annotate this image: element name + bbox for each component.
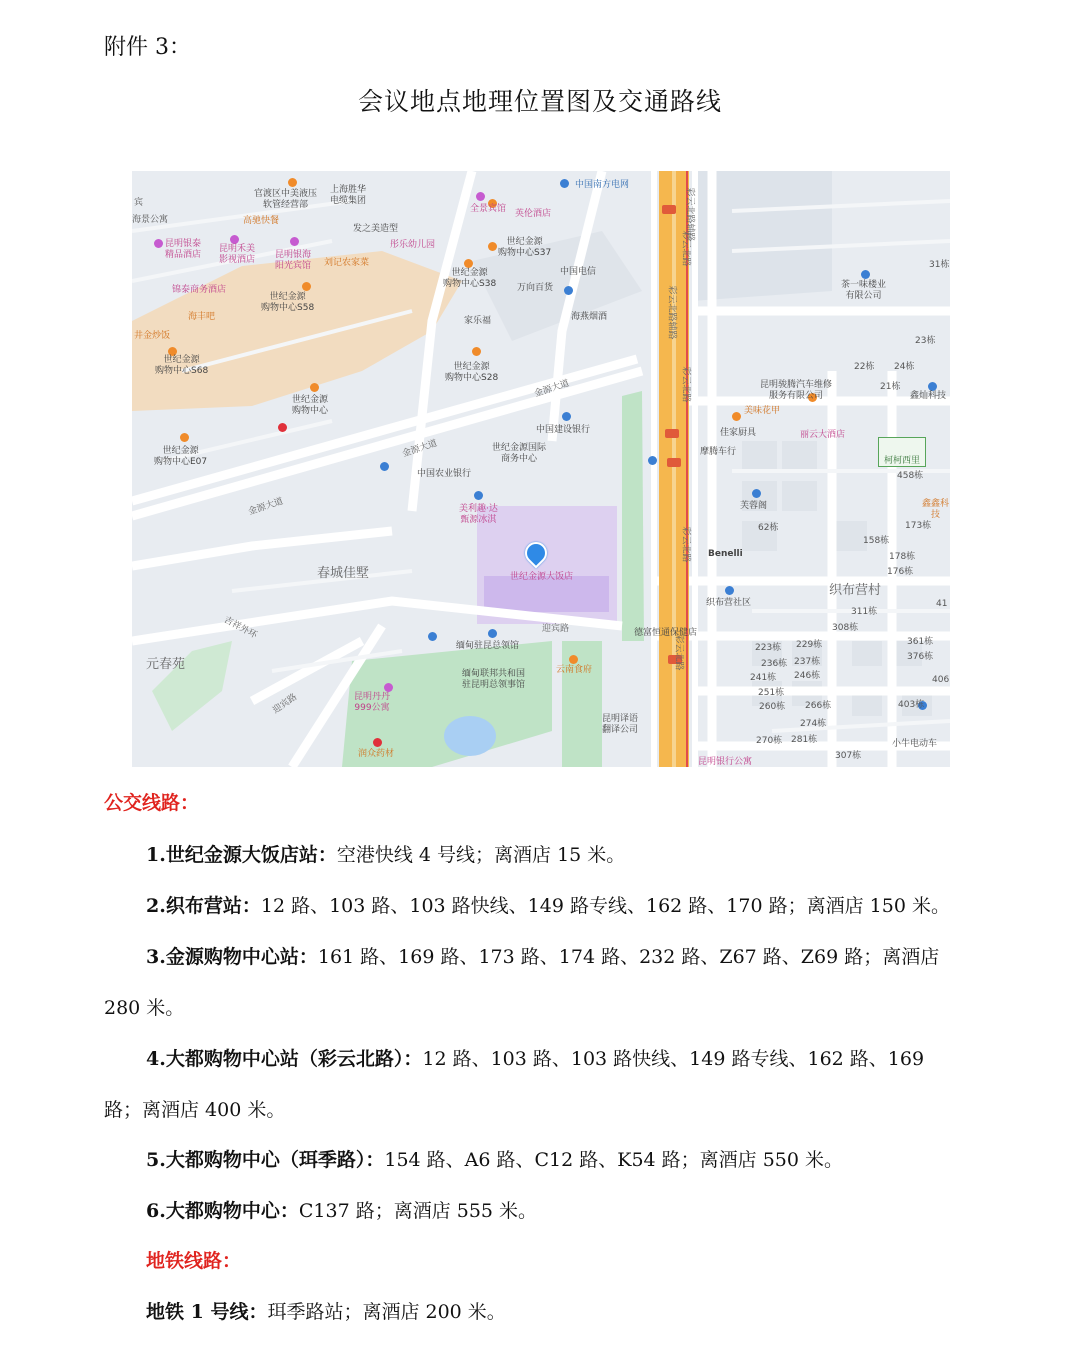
- map-label: 376栋: [907, 652, 934, 662]
- poi-marker[interactable]: [384, 683, 393, 692]
- bus-stop-marker[interactable]: [648, 456, 657, 465]
- map-label: 229栋: [796, 640, 823, 650]
- road-label: 彩云北路: [680, 230, 691, 267]
- map-label: 世纪金源 购物中心: [292, 395, 329, 416]
- map-label: 中国电信: [560, 267, 597, 277]
- map-label: 237栋: [794, 657, 821, 667]
- map-label: 62栋: [758, 523, 779, 533]
- map-label: 158栋: [863, 536, 890, 546]
- map-label: 中国建设银行: [536, 425, 591, 435]
- poi-marker[interactable]: [476, 192, 485, 201]
- map-label: 刘记农家菜: [324, 258, 370, 268]
- map-label: 173栋: [905, 521, 932, 531]
- poi-marker[interactable]: [861, 270, 870, 279]
- map-label: 全景宾馆: [470, 204, 507, 214]
- bus-item-4: [146, 1044, 924, 1071]
- map-label: 世纪金源 购物中心S28: [445, 362, 499, 383]
- map-label: 缅甸联邦共和国 驻昆明总领事馆: [462, 669, 526, 690]
- map-label: 昆明银海 阳光宾馆: [275, 250, 312, 271]
- map-label: 241栋: [750, 673, 777, 683]
- restaurant-marker[interactable]: [278, 423, 287, 432]
- poi-marker[interactable]: [310, 383, 319, 392]
- road-label: 彩云北路: [680, 526, 691, 563]
- metro-name: 地铁 1 号线：: [146, 1301, 268, 1323]
- map-label: 彤乐幼儿园: [390, 240, 436, 250]
- bus-item-4-cont: 路；离酒店 400 米。: [104, 1099, 286, 1121]
- map-label: 中国农业银行: [417, 469, 472, 479]
- poi-marker[interactable]: [560, 179, 569, 188]
- bus-item-num: 1.: [146, 844, 166, 866]
- map-label: 308栋: [832, 623, 859, 633]
- bus-item-name: 世纪金源大饭店站：: [165, 844, 337, 866]
- bus-item-detail: 161 路、169 路、173 路、174 路、232 路、Z67 路、Z69 路；离酒店: [317, 946, 940, 968]
- poi-marker[interactable]: [928, 382, 937, 391]
- map-label: 260栋: [759, 702, 786, 712]
- bus-stop-marker[interactable]: [428, 632, 437, 641]
- map-label: 403栋: [898, 700, 925, 710]
- map-label: 41: [936, 599, 948, 609]
- map-label: 锦泰商务酒店: [172, 285, 227, 295]
- map-label: 井金炒饭: [134, 331, 171, 341]
- map-label: 发之美造型: [353, 224, 399, 234]
- road-label: 金源大道: [247, 496, 285, 518]
- map-label: 芙蓉阁: [740, 501, 768, 511]
- map-label: 176栋: [887, 567, 914, 577]
- poi-marker[interactable]: [752, 489, 761, 498]
- bus-item-detail: 12 路、103 路、103 路快线、149 路专线、162 路、169: [422, 1048, 925, 1070]
- map-label: 世纪金源 购物中心S38: [443, 268, 497, 289]
- metro-detail: 珥季路站；离酒店 200 米。: [267, 1301, 506, 1323]
- road-label: 金源大道: [533, 378, 571, 400]
- poi-marker[interactable]: [302, 282, 311, 291]
- poi-marker[interactable]: [230, 235, 239, 244]
- map-label: 英伦酒店: [515, 209, 552, 219]
- map-label: 31栋: [929, 260, 950, 270]
- map-label: 海燕烟酒: [571, 312, 608, 322]
- road-label: 彩云北路辅路: [666, 285, 677, 340]
- poi-marker[interactable]: [154, 239, 163, 248]
- map-label: 世纪金源 购物中心E07: [154, 446, 208, 467]
- map-label: 小牛电动车: [892, 739, 938, 749]
- poi-marker[interactable]: [474, 491, 483, 500]
- poi-marker[interactable]: [288, 178, 297, 187]
- bus-item-6: [146, 1196, 537, 1223]
- map-label: 美味花甲: [744, 406, 781, 416]
- map-label: 21栋: [880, 382, 901, 392]
- map-label: 上海胜华 电缆集团: [330, 185, 367, 206]
- map-label: 丽云大酒店: [800, 430, 846, 440]
- map-label: 宾: [134, 198, 144, 208]
- bus-item-name: 织布营站：: [165, 895, 261, 917]
- map-label: 361栋: [907, 637, 934, 647]
- map-label: 春城佳墅: [317, 566, 370, 581]
- map-label: 鑫灿科技: [910, 391, 947, 401]
- bus-item-detail: 154 路、A6 路、C12 路、K54 路；离酒店 550 米。: [384, 1149, 844, 1171]
- kexi-label-box: [878, 437, 926, 467]
- map-label: 织布营村: [829, 583, 882, 598]
- metro-heading: 地铁线路：: [146, 1250, 242, 1272]
- bus-heading: 公交线路：: [104, 792, 200, 814]
- map-label: 家乐福: [464, 316, 492, 326]
- map-label: 海丰吧: [188, 312, 216, 322]
- poi-marker[interactable]: [488, 242, 497, 251]
- map-label: 德富恒通保健店: [634, 628, 698, 638]
- poi-marker[interactable]: [290, 237, 299, 246]
- bus-item-num: 3.: [146, 946, 166, 968]
- map-label: 世纪金源国际 商务中心: [492, 443, 547, 464]
- road-label: 金源大道: [401, 438, 439, 460]
- map-label: 22栋: [854, 362, 875, 372]
- map-label: 中国南方电网: [575, 180, 630, 190]
- bus-item-3: [146, 942, 939, 969]
- bus-item-5: [146, 1145, 843, 1172]
- bus-item-num: 2.: [146, 895, 166, 917]
- map-label: 世纪金源 购物中心S37: [498, 237, 552, 258]
- poi-marker[interactable]: [569, 655, 578, 664]
- map-label: 缅甸驻昆总领馆: [456, 641, 520, 651]
- map-label: 昆明丹丹 999公寓: [354, 692, 391, 713]
- map-label: 246栋: [794, 671, 821, 681]
- map-label: 458栋: [897, 471, 924, 481]
- map-label: 昆明禾美 影视酒店: [219, 244, 256, 265]
- poi-marker[interactable]: [732, 412, 741, 421]
- map-label: 266栋: [805, 701, 832, 711]
- road-label: 彩云北路辅路: [684, 187, 695, 242]
- poi-marker[interactable]: [564, 286, 573, 295]
- map-label: 世纪金源 购物中心S58: [261, 292, 315, 313]
- bus-item-num: 6.: [146, 1200, 166, 1222]
- bus-item-name: 大都购物中心：: [165, 1200, 299, 1222]
- road-label: 彩云北路: [680, 366, 691, 403]
- map-label: 万向百货: [517, 283, 554, 293]
- poi-marker[interactable]: [725, 586, 734, 595]
- road-label: 吉祥外环: [221, 615, 259, 641]
- bus-item-detail: 12 路、103 路、103 路快线、149 路专线、162 路、170 路；离酒店 150 米。: [260, 895, 950, 917]
- map-label: 178栋: [889, 552, 916, 562]
- map-label: 润众药材: [358, 749, 395, 759]
- pharmacy-marker[interactable]: [373, 738, 382, 747]
- map-label: 官渡区中美液压 软管经营部: [254, 189, 318, 210]
- map-label: 281栋: [791, 735, 818, 745]
- bus-item-detail: 空港快线 4 号线；离酒店 15 米。: [336, 844, 626, 866]
- map-label: 高驰快餐: [243, 216, 280, 226]
- map-label: 昆明译语 翻译公司: [602, 714, 639, 735]
- attachment-label: 附件 3：: [104, 35, 191, 60]
- bank-marker[interactable]: [562, 412, 571, 421]
- poi-marker[interactable]: [472, 347, 481, 356]
- poi-marker[interactable]: [464, 259, 473, 268]
- map-label: 世纪金源 购物中心S68: [155, 355, 209, 376]
- bus-item-3-cont: 280 米。: [104, 997, 185, 1019]
- map-label: 美利趣·达 甄源冰淇: [459, 504, 498, 525]
- bus-item-num: 5.: [146, 1149, 166, 1171]
- road-label: 迎宾路: [542, 624, 570, 634]
- location-map[interactable]: [132, 171, 950, 767]
- map-label: 佳家厨具: [720, 428, 757, 438]
- map-label: 织布营社区: [706, 598, 752, 608]
- bus-item-num: 4.: [146, 1048, 166, 1070]
- map-label: 24栋: [894, 362, 915, 372]
- bus-item-name: 大都购物中心（珥季路）：: [165, 1149, 385, 1171]
- map-label: 摩腾车行: [700, 447, 737, 457]
- map-label: 406: [932, 675, 950, 685]
- map-label: 世纪金源大饭店: [510, 572, 574, 582]
- map-label: 云南食府: [556, 665, 593, 675]
- map-label: 270栋: [756, 736, 783, 746]
- map-label: 鑫鑫科技: [921, 499, 949, 520]
- bus-stop-marker[interactable]: [380, 462, 389, 471]
- bus-item-detail: C137 路；离酒店 555 米。: [298, 1200, 538, 1222]
- map-label: 311栋: [851, 607, 878, 617]
- map-label: 昆明骏腾汽车维修 服务有限公司: [760, 380, 833, 401]
- map-label: 23栋: [915, 336, 936, 346]
- bus-item-2: [146, 891, 950, 918]
- map-label: 茶一味楼业 有限公司: [841, 280, 887, 301]
- map-label: 236栋: [761, 659, 788, 669]
- map-label: 元春苑: [146, 657, 186, 672]
- bus-item-name: 大都购物中心站（彩云北路）：: [165, 1048, 423, 1070]
- map-label: 274栋: [800, 719, 827, 729]
- bus-item-name: 金源购物中心站：: [165, 946, 318, 968]
- bus-item-1: [146, 840, 625, 867]
- map-label: 昆明银行公寓: [698, 757, 753, 767]
- map-label: 昆明银泰 精品酒店: [165, 239, 202, 260]
- page-title: 会议地点地理位置图及交通路线: [357, 87, 722, 116]
- map-label: 251栋: [758, 688, 785, 698]
- map-label: 柯柯西里: [883, 456, 920, 466]
- road-label: 迎宾路: [271, 692, 300, 716]
- map-label: 海景公寓: [132, 215, 169, 225]
- map-label: Benelli: [708, 549, 743, 559]
- poi-marker[interactable]: [488, 629, 497, 638]
- metro-item: [146, 1297, 506, 1324]
- poi-marker[interactable]: [180, 433, 189, 442]
- map-label: 223栋: [755, 643, 782, 653]
- road-label: 彩云北路: [673, 634, 684, 671]
- map-label: 307栋: [835, 751, 862, 761]
